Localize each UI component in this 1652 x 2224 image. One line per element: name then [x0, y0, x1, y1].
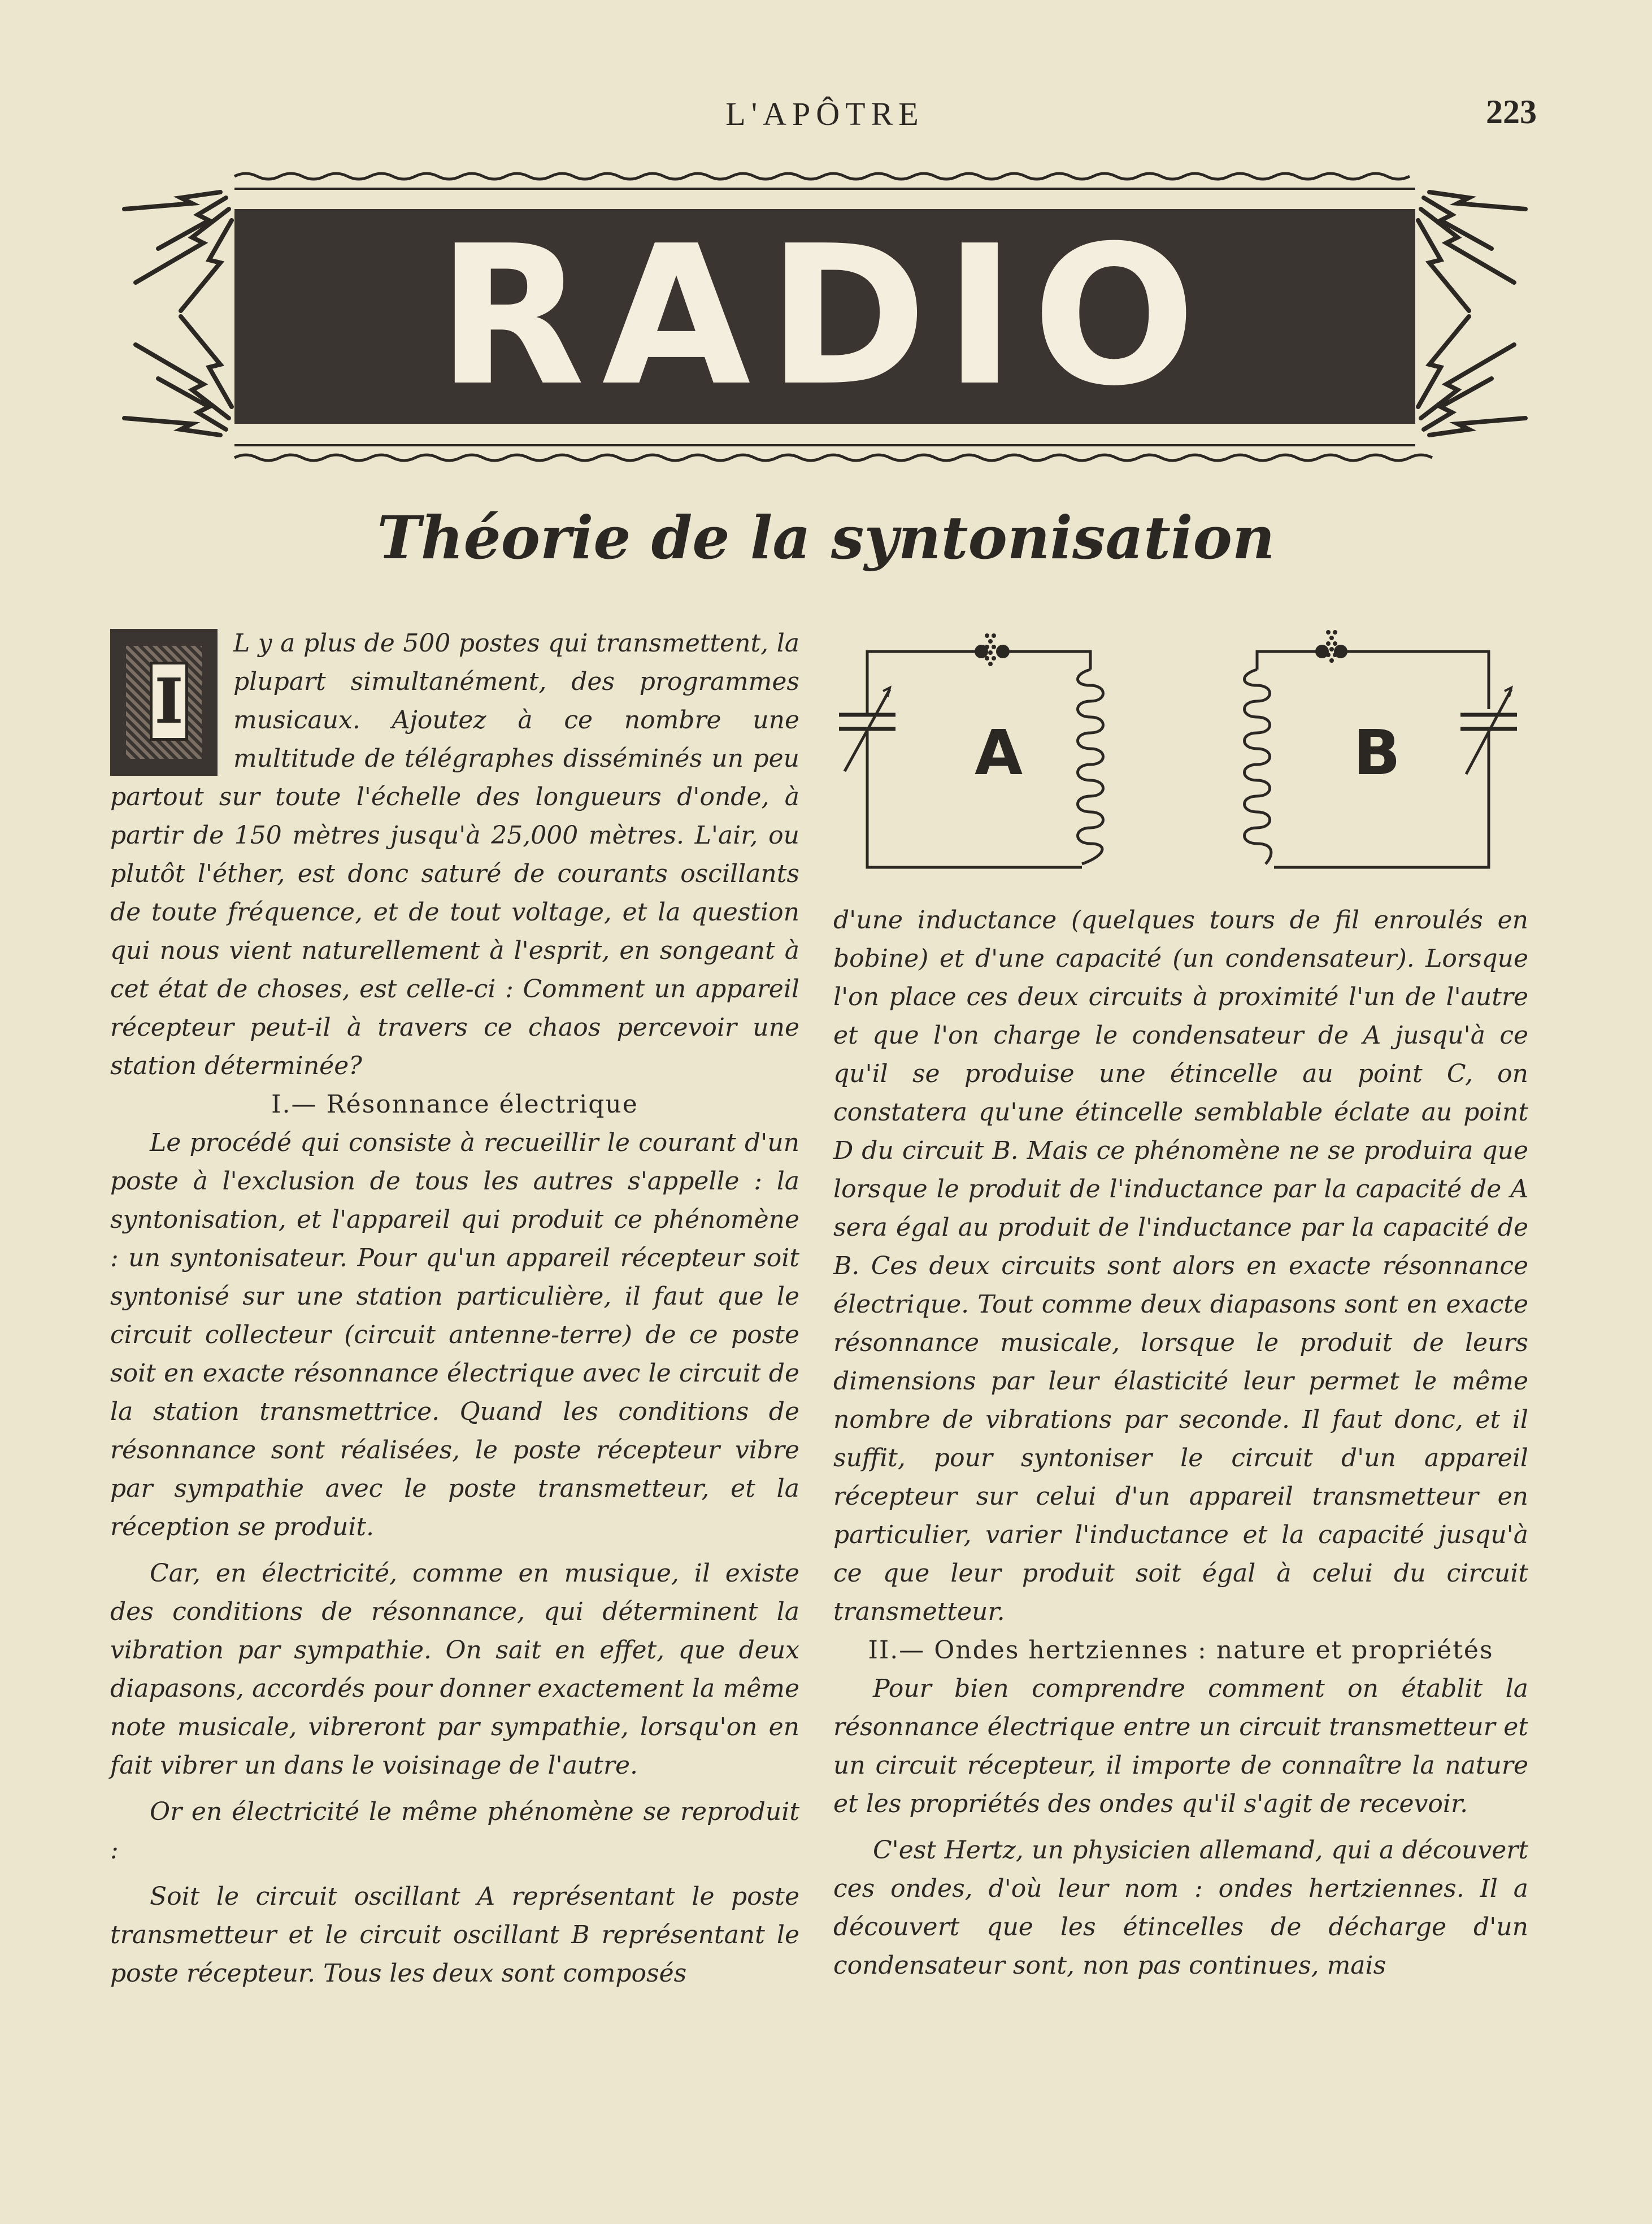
circuit-a-wire — [867, 651, 980, 712]
paragraph: d'une inductance (quelques tours de fil enroulés en bobine) et d'une capacité (un condensateur). Lorsque l'on place ces deux circuits à proximité l'un de l'autre et que l'on charge le condensateur de A jusqu'à ce qu'il se produise une étincelle au point C, on constatera qu'une étincelle semblable éclate au point D du circuit B. Mais ce phénomène ne se produira que lorsque le produit de l'inductance par la capacité de A sera égal au produit de l'inductance par la capacité de B. Ces deux circuits sont alors en exacte résonnance électrique. Tout comme deux diapasons sont en exacte résonnance musicale, lorsque le produit de leurs dimensions par leur élasticité leur permet le même nombre de vibrations par seconde. Il faut donc, et il suffit, pour syntoniser le circuit d'un appareil récepteur sur celui d'un appareil transmetteur en particulier, varier l'inductance et la capacité jusqu'à ce que leur produit soit égal à celui du circuit transmetteur. — [833, 906, 1528, 1626]
intro-paragraph: L y a plus de 500 postes qui transmettent, la plupart simultanément, des programmes musicaux. Ajoutez à ce nombre une multitude de télégraphes disséminés un peu partout sur toute l'échelle des longueurs d'onde, à partir de 150 mètres jusqu'à 25,000 mètres. L'air, ou plutôt l'éther, est donc saturé de courants oscillants de toute fréquence, et de tout voltage, et la question qui nous vient naturellement à l'esprit, en songeant à cet état de choses, est celle-ci : Comment un appareil récepteur peut-il à travers ce chaos percevoir une station déterminée? — [110, 629, 799, 1080]
circuit-diagram — [833, 624, 1540, 896]
drop-cap — [110, 629, 218, 776]
circuit-label-a: A — [975, 716, 1023, 789]
paragraph: Car, en électricité, comme en musique, il existe des conditions de résonnance, qui déterminent la vibration par sympathie. On sait en effet, que deux diapasons, accordés pour donner exactement la même note musicale, vibreront par sympathie, lorsqu'on en fait vibrer un dans le voisinage de l'autre. — [110, 1559, 799, 1780]
paragraph: Pour bien comprendre comment on établit la résonnance électrique entre un circuit transmetteur et un circuit récepteur, il importe de connaître la nature et les propriétés des ondes qu'il s'agit de recevoir. — [833, 1674, 1528, 1818]
right-column — [833, 901, 1528, 1985]
circuit-b-wire — [1342, 651, 1489, 709]
section-heading-1: I.— Résonnance électrique — [271, 1090, 638, 1119]
left-column — [110, 624, 799, 1993]
section-heading-2: II.— Ondes hertziennes : nature et propriétés — [868, 1636, 1494, 1665]
circuit-label-b: B — [1353, 716, 1401, 789]
page-number: 223 — [1486, 93, 1537, 131]
paragraph: Le procédé qui consiste à recueillir le courant d'un poste à l'exclusion de tous les autres s'appelle : la syntonisation, et l'appareil qui produit ce phénomène : un syntonisateur. Pour qu'un appareil récepteur soit syntonisé sur une station particulière, il faut que le circuit collecteur (circuit antenne-terre) de ce poste soit en exacte résonnance électrique avec le circuit de la station transmettrice. Quand les conditions de résonnance sont réalisées, le poste récepteur vibre par sympathie avec le poste transmetteur, et la réception se produit. — [110, 1128, 799, 1541]
paragraph: C'est Hertz, un physicien allemand, qui a découvert ces ondes, d'où leur nom : ondes hertziennes. Il a découvert que les étincelles de décharge d'un condensateur sont, non pas continues, mais — [833, 1836, 1528, 1980]
article-title: Théorie de la syntonisation — [377, 503, 1275, 572]
running-head: L'APÔTRE — [725, 95, 924, 132]
paragraph: Or en électricité le même phénomène se reproduit : — [110, 1797, 799, 1865]
banner-top-border — [234, 173, 1410, 179]
coil-a — [1078, 670, 1103, 864]
coil-b — [1245, 670, 1271, 864]
radio-banner — [113, 164, 1537, 492]
banner-bottom-border — [234, 455, 1432, 461]
spark-dots — [985, 630, 1337, 666]
banner-word: RADIO — [437, 205, 1213, 428]
paragraph: Soit le circuit oscillant A représentant le poste transmetteur et le circuit oscillant B représentant le poste récepteur. Tous les deux sont composés — [110, 1882, 799, 1988]
drop-cap-letter: I — [150, 662, 188, 741]
circuit-diagram-drawing — [833, 624, 1540, 896]
